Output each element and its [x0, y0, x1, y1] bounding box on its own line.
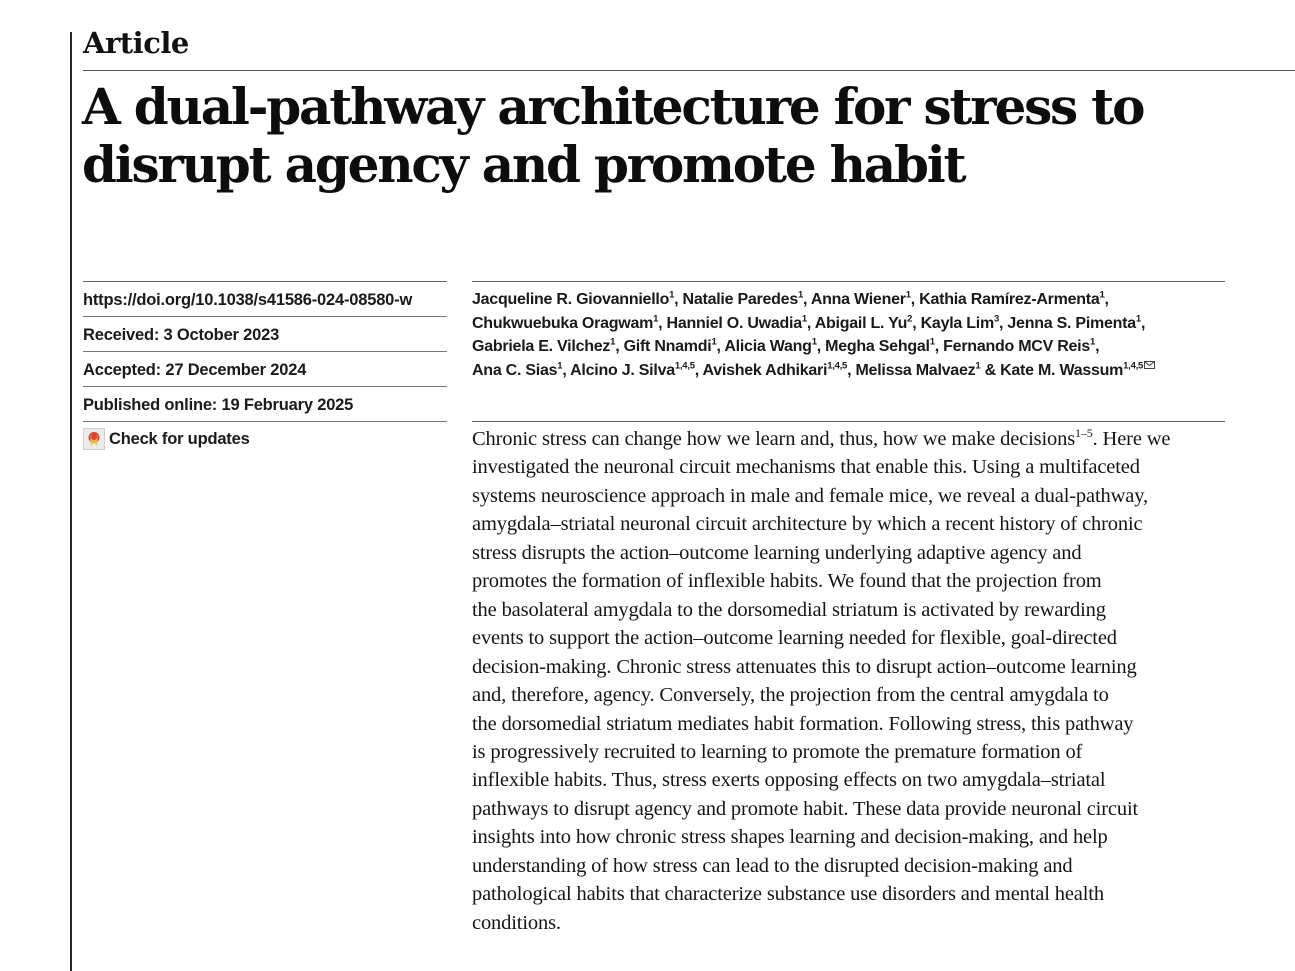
author-name[interactable]: Anna Wiener: [810, 291, 906, 308]
article-type-label: Article: [83, 26, 189, 60]
affiliation-marker: 1,4,5: [674, 360, 695, 372]
abstract-line: pathological habits that characterize substance use disorders and mental health: [472, 883, 1104, 906]
author-name[interactable]: Chukwuebuka Oragwam: [472, 314, 654, 332]
affiliation-marker: 1: [975, 360, 981, 372]
author-name[interactable]: Avishek Adhikari: [702, 362, 828, 380]
affiliation-marker: 1: [1135, 313, 1141, 325]
author-name[interactable]: Kathia Ramírez-Armenta: [919, 291, 1100, 308]
doi-link[interactable]: https://doi.org/10.1038/s41586-024-08580-w: [83, 282, 447, 317]
envelope-icon[interactable]: [1144, 361, 1155, 369]
title-line: disrupt agency and promote habit: [82, 135, 965, 194]
abstract-line: promotes the formation of inflexible habits. We found that the projection from: [472, 570, 1102, 593]
abstract-line: the dorsomedial striatum mediates habit formation. Following stress, this pathway: [472, 712, 1134, 735]
author-name[interactable]: Abigail L. Yu: [814, 314, 908, 332]
author-name[interactable]: Jacqueline R. Giovanniello: [472, 291, 670, 308]
received-date: Received: 3 October 2023: [83, 317, 447, 352]
authors-rule: [472, 281, 1225, 282]
affiliation-marker: 3: [993, 313, 999, 325]
author-name[interactable]: Megha Sehgal: [825, 338, 930, 356]
abstract-line: decision-making. Chronic stress attenuates this to disrupt action–outcome learning: [472, 655, 1137, 678]
abstract-line: stress disrupts the action–outcome learning underlying adaptive agency and: [472, 541, 1082, 564]
author-name[interactable]: Kate M. Wassum: [1000, 362, 1124, 380]
abstract-line: insights into how chronic stress shapes learning and decision-making, and help: [472, 826, 1108, 849]
author-name[interactable]: Jenna S. Pimenta: [1007, 314, 1136, 332]
abstract-rule: [472, 421, 1225, 422]
reference-marker[interactable]: 1–5: [1075, 426, 1093, 441]
affiliation-marker: 2: [907, 313, 913, 325]
abstract-line: inflexible habits. Thus, stress exerts opposing effects on two amygdala–striatal: [472, 769, 1106, 792]
accepted-date: Accepted: 27 December 2024: [83, 352, 447, 387]
affiliation-marker: 1: [801, 313, 807, 325]
author-name[interactable]: Hanniel O. Uwadia: [666, 314, 802, 332]
published-date: Published online: 19 February 2025: [83, 387, 447, 422]
abstract-line: and, therefore, agency. Conversely, the projection from the central amygdala to: [472, 684, 1109, 707]
affiliation-marker: 1: [711, 337, 717, 349]
article-title: [82, 78, 1262, 194]
author-name[interactable]: Fernando MCV Reis: [943, 338, 1091, 356]
affiliation-marker: 1: [929, 337, 935, 349]
abstract-line: conditions.: [472, 911, 561, 934]
abstract-line: pathways to disrupt agency and promote habit. These data provide neuronal circuit: [472, 797, 1139, 820]
abstract-line: systems neuroscience approach in male and female mice, we reveal a dual-pathway,: [472, 484, 1148, 507]
abstract-line: investigated the neuronal circuit mechanisms that enable this. Using a multifaceted: [472, 456, 1140, 479]
author-name[interactable]: Natalie Paredes: [682, 291, 798, 308]
abstract-text: [472, 425, 1232, 937]
author-list: Jacqueline R. Giovanniello$^1$, Natalie Paredes$^1$, Anna Wiener$^1$, Kathia Ramírez-Armenta$^1$, Chukwuebuka Oragwam$^1$, Hanniel O. Uwadia$^1$, Abigail L. Yu$^2$, Kayla Lim$^3$, Jenna S. Pimenta$^1$, Gabriela E. Vilchez$^1$, Gift Nnamdi$^1$, Alicia Wang$^1$, Megha Sehgal$^1$, Fernando MCV Reis$^1$, Ana C. Sias$^1$, Alcino J. Silva$^{1,4,5}$, Avishek Adhikari$^{1,4,5}$, Melissa Malvaez$^1$ & Kate M. Wassum$^{1,4,5}$: [472, 288, 1232, 383]
header-rule: [83, 70, 1295, 71]
abstract-line: events to support the action–outcome learning needed for flexible, goal-directed: [472, 627, 1117, 650]
article-metadata: [83, 281, 447, 456]
affiliation-marker: 1,4,5: [827, 360, 848, 372]
crossmark-bookmark-icon: [83, 428, 105, 450]
author-name[interactable]: Alcino J. Silva: [570, 362, 675, 380]
left-margin-rule: [70, 32, 72, 971]
affiliation-marker: 1: [669, 289, 675, 301]
author-name[interactable]: Gabriela E. Vilchez: [472, 338, 611, 356]
affiliation-marker: 1: [1099, 289, 1105, 301]
author-name[interactable]: Alicia Wang: [724, 338, 812, 356]
affiliation-marker: 1: [610, 337, 616, 349]
affiliation-marker: 1: [1090, 337, 1096, 349]
abstract-line: Chronic stress can change how we learn and, thus, how we make decisions$^{1-5}$. Here we: [472, 426, 1171, 450]
title-line: A dual-pathway architecture for stress to: [82, 77, 1144, 136]
affiliation-marker: 1,4,5: [1123, 360, 1144, 372]
abstract-line: is progressively recruited to learning to promote the premature formation of: [472, 740, 1083, 763]
affiliation-marker: 1: [797, 289, 804, 301]
affiliation-marker: 1: [557, 360, 563, 372]
abstract-line: understanding of how stress can lead to the disrupted decision-making and: [472, 854, 1073, 877]
abstract-line: the basolateral amygdala to the dorsomedial striatum is activated by rewarding: [472, 598, 1106, 621]
author-name[interactable]: Melissa Malvaez: [855, 362, 976, 380]
affiliation-marker: 1: [811, 337, 817, 349]
check-for-updates-label: Check for updates: [109, 430, 250, 448]
author-name[interactable]: Gift Nnamdi: [623, 338, 712, 356]
abstract-line: amygdala–striatal neuronal circuit architecture by which a recent history of chronic: [472, 513, 1143, 536]
check-for-updates-link[interactable]: [83, 422, 447, 456]
affiliation-marker: 1: [653, 313, 659, 325]
author-name[interactable]: Ana C. Sias: [472, 362, 558, 380]
author-name[interactable]: Kayla Lim: [920, 314, 994, 332]
affiliation-marker: 1: [905, 289, 911, 301]
